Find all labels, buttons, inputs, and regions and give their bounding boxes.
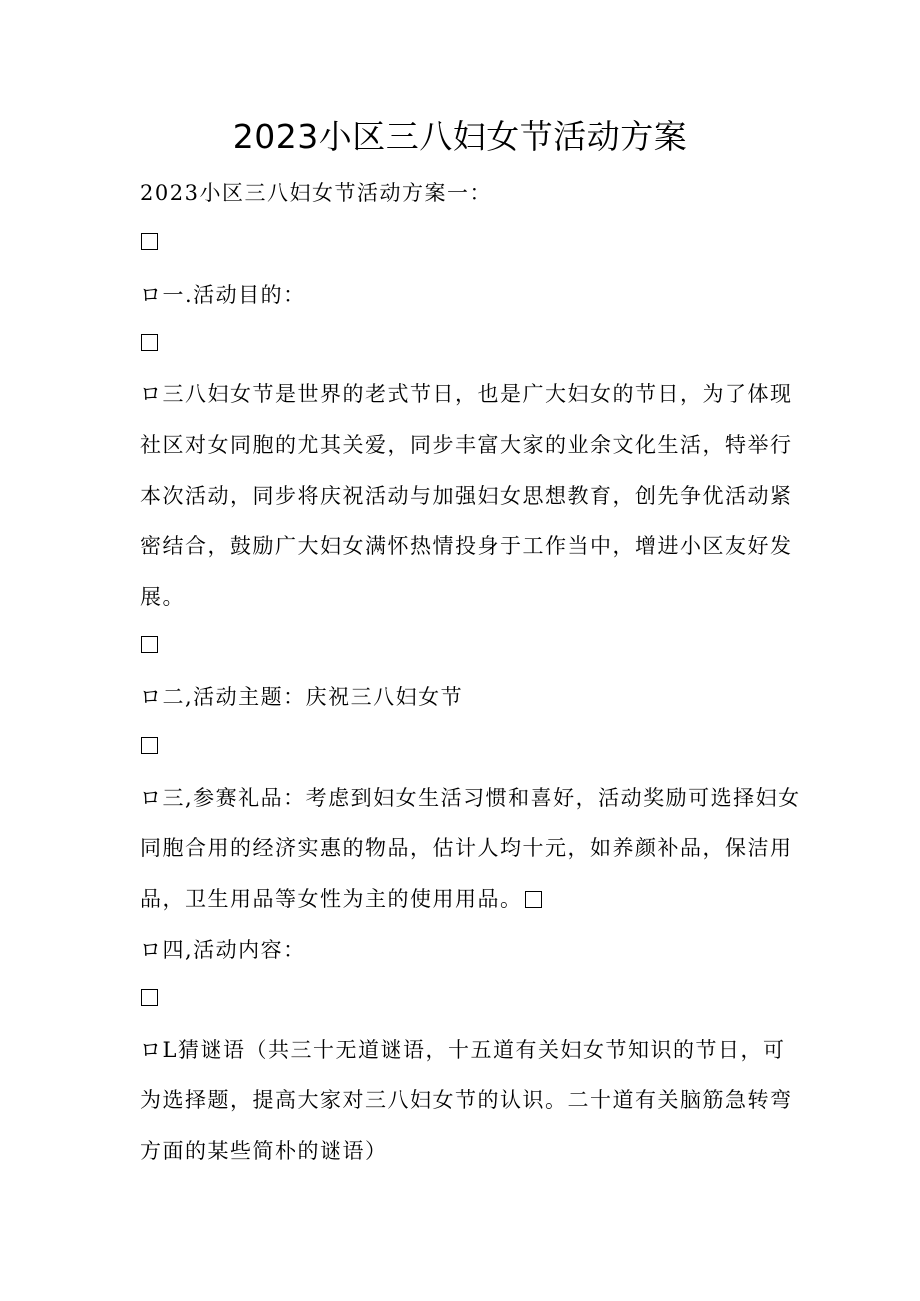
- section3-line-3-text: 品，卫生用品等女性为主的使用用品。: [140, 887, 523, 911]
- checkbox-placeholder: [141, 334, 158, 351]
- subtitle-line: 2023小区三八妇女节活动方案一：: [140, 181, 492, 205]
- checkbox-placeholder: [141, 989, 158, 1006]
- section2-heading: ロ二,活动主题：庆祝三八妇女节: [140, 685, 464, 709]
- section1-heading: ロ一.活动目的：: [140, 283, 306, 307]
- section4-heading: ロ四,活动内容：: [140, 938, 306, 962]
- section4-line-2: 为选择题，提高大家对三八妇女节的认识。二十道有关脑筋急转弯: [140, 1088, 793, 1112]
- section4-line-3: 方面的某些简朴的谜语）: [140, 1139, 388, 1163]
- section3-line-1: ロ三,参赛礼品：考虑到妇女生活习惯和喜好，活动奖励可选择妇女: [140, 786, 801, 810]
- checkbox-placeholder: [525, 891, 542, 908]
- section3-line-2: 同胞合用的经济实惠的物品，估计人均十元，如养颜补品，保洁用: [140, 836, 793, 860]
- checkbox-placeholder: [141, 737, 158, 754]
- section1-line-1: ロ三八妇女节是世界的老式节日，也是广大妇女的节日，为了体现: [140, 382, 793, 406]
- section1-line-2: 社区对女同胞的尤其关爱，同步丰富大家的业余文化生活，特举行: [140, 433, 793, 457]
- section1-line-4: 密结合，鼓励广大妇女满怀热情投身于工作当中，增进小区友好发: [140, 534, 793, 558]
- checkbox-placeholder: [141, 636, 158, 653]
- document-title: 2023小区三八妇女节活动方案: [232, 117, 688, 156]
- section1-line-3: 本次活动，同步将庆祝活动与加强妇女思想教育，创先争优活动紧: [140, 484, 793, 508]
- section1-line-5: 展。: [140, 585, 185, 609]
- section3-line-3: [140, 884, 790, 914]
- checkbox-placeholder: [141, 233, 158, 250]
- section4-line-1: ロL猜谜语（共三十无道谜语，十五道有关妇女节知识的节日，可: [140, 1038, 786, 1062]
